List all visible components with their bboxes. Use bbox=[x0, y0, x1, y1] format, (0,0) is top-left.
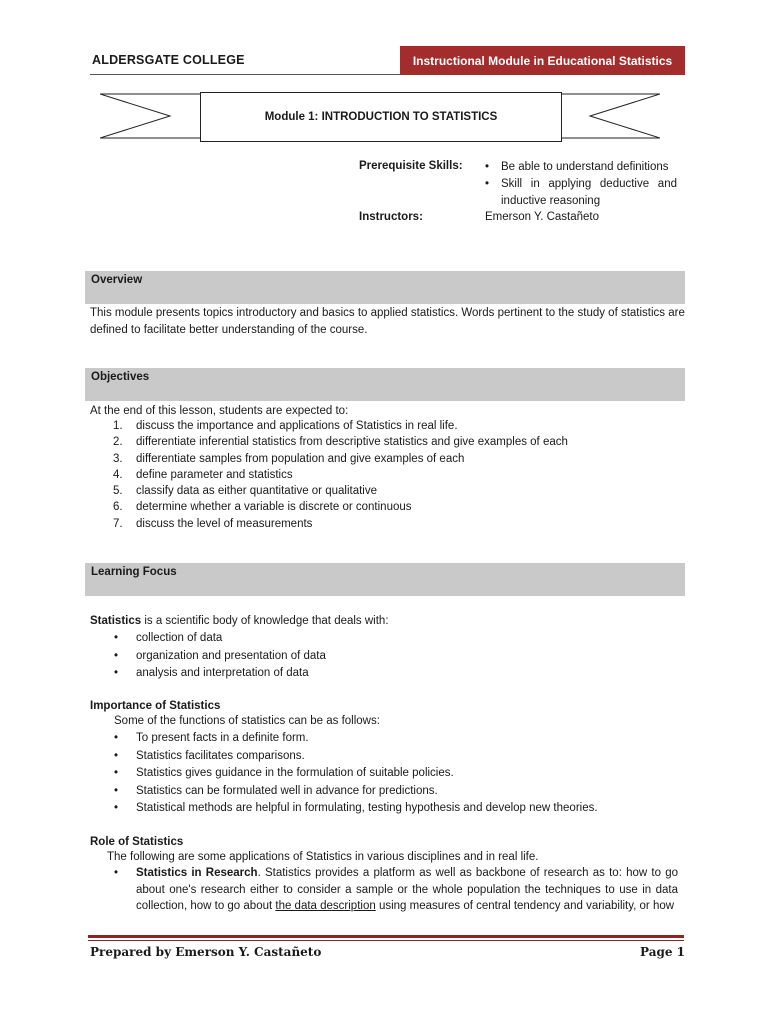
module-tag: Instructional Module in Educational Statistics bbox=[400, 46, 685, 75]
statistics-list bbox=[90, 630, 685, 683]
importance-list bbox=[90, 730, 685, 818]
instructors-value: Emerson Y. Castañeto bbox=[485, 211, 600, 223]
importance-item: • Statistics can be formulated well in advance for predictions. bbox=[90, 783, 685, 801]
overview-bar bbox=[85, 271, 685, 304]
research-term: Statistics in Research bbox=[136, 867, 258, 879]
overview-heading: Overview bbox=[91, 274, 143, 286]
importance-item: • Statistics facilitates comparisons. bbox=[90, 748, 685, 766]
role-intro: The following are some applications of Statistics in various disciplines and in real life. bbox=[107, 851, 539, 863]
objectives-intro: At the end of this lesson, students are expected to: bbox=[90, 405, 349, 417]
objective-item: 4. define parameter and statistics bbox=[113, 468, 293, 481]
objective-item: 5. classify data as either quantitative or qualitative bbox=[113, 485, 377, 498]
header-divider bbox=[90, 74, 400, 75]
role-item-research: • Statistics in Research. Statistics provides a platform as well as backbone of research as to: how to go about one's research either to consider a sample or the whole population the techniques to use in data collection, how to go about the data description using measures of central tendency and variability, or how bbox=[90, 865, 678, 915]
objective-item: 1. discuss the importance and applications of Statistics in real life. bbox=[113, 420, 458, 432]
learning-focus-heading: Learning Focus bbox=[91, 566, 177, 578]
college-name: ALDERSGATE COLLEGE bbox=[92, 53, 245, 67]
statistics-item: • organization and presentation of data bbox=[90, 648, 685, 666]
statistics-term: Statistics bbox=[90, 615, 142, 627]
learning-focus-bar bbox=[85, 563, 685, 596]
objectives-list bbox=[90, 418, 685, 532]
statistics-item: • analysis and interpretation of data bbox=[90, 665, 685, 683]
objective-item: 6. determine whether a variable is discrete or continuous bbox=[113, 501, 412, 514]
overview-text: This module presents topics introductory and basics to applied statistics. Words pertinent to the study of statistics are defined to facilitate better understanding of the course. bbox=[90, 307, 685, 336]
footer-rule-thin bbox=[88, 940, 684, 941]
prereq-item: • Be able to understand definitions bbox=[485, 159, 677, 176]
objective-item: 7. discuss the level of measurements bbox=[113, 517, 313, 530]
prereq-item: • Skill in applying deductive and inductive reasoning bbox=[485, 176, 677, 210]
importance-intro: Some of the functions of statistics can be as follows: bbox=[114, 715, 380, 727]
importance-item: • To present facts in a definite form. bbox=[90, 730, 685, 748]
prereq-label: Prerequisite Skills: bbox=[359, 160, 463, 172]
role-heading: Role of Statistics bbox=[90, 836, 184, 848]
objectives-heading: Objectives bbox=[91, 371, 150, 383]
objective-item: 2. differentiate inferential statistics from descriptive statistics and give examples of each bbox=[113, 436, 568, 449]
importance-item: • Statistical methods are helpful in formulating, testing hypothesis and develop new theories. bbox=[90, 800, 685, 818]
footer-rule-thick bbox=[88, 935, 684, 938]
statistics-definition: Statistics is a scientific body of knowledge that deals with: bbox=[90, 615, 389, 627]
module-title: Module 1: INTRODUCTION TO STATISTICS bbox=[200, 92, 562, 142]
statistics-item: • collection of data bbox=[90, 630, 685, 648]
importance-item: • Statistics gives guidance in the formulation of suitable policies. bbox=[90, 765, 685, 783]
objectives-bar bbox=[85, 368, 685, 401]
objective-item: 3. differentiate samples from population and give examples of each bbox=[113, 452, 465, 465]
importance-heading: Importance of Statistics bbox=[90, 700, 221, 712]
data-description-underlined: the data description bbox=[275, 900, 376, 912]
footer-prepared-by: Prepared by Emerson Y. Castañeto bbox=[90, 945, 322, 959]
instructors-label: Instructors: bbox=[359, 211, 423, 223]
prereq-list bbox=[485, 159, 677, 210]
footer-page-number: Page 1 bbox=[640, 945, 686, 959]
role-list bbox=[90, 865, 678, 915]
